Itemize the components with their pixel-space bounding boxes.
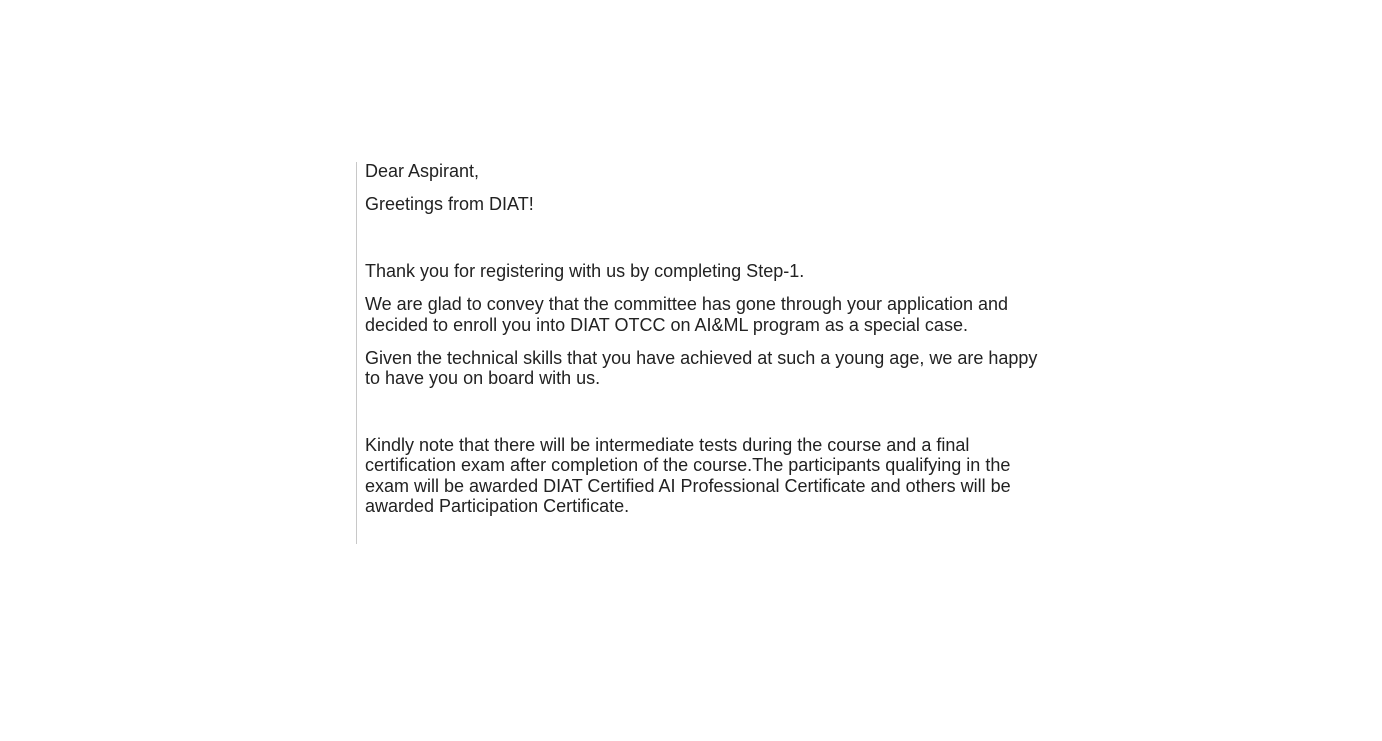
email-body (365, 161, 1055, 529)
quote-border (356, 162, 357, 544)
sender-email-link[interactable] (771, 141, 916, 159)
paragraph-registration: Thank you for registering with us by completing Step-1. (365, 260, 805, 281)
paragraph-certification: Kindly note that there will be intermediate tests during the course and a final certification exam after completion of the course.The participants qualifying in the exam will be awarded DIAT Certified AI Professional Certificate and others will be awarded Participation Certificate. (365, 434, 1011, 517)
blank-line (365, 402, 1055, 422)
paragraph-enrollment: We are glad to convey that the committee has gone through your application and decided to enroll you into DIAT OTCC on AI&ML program as a special case. (365, 294, 1009, 335)
paragraph-welcome: Given the technical skills that you have achieved at such a young age, we are happy to have you on board with us. (365, 348, 1038, 389)
greeting: Greetings from DIAT! (365, 194, 534, 215)
salutation: Dear Aspirant, (365, 161, 480, 181)
clipped-quoted-header (357, 141, 1057, 159)
blank-line (365, 228, 1055, 248)
